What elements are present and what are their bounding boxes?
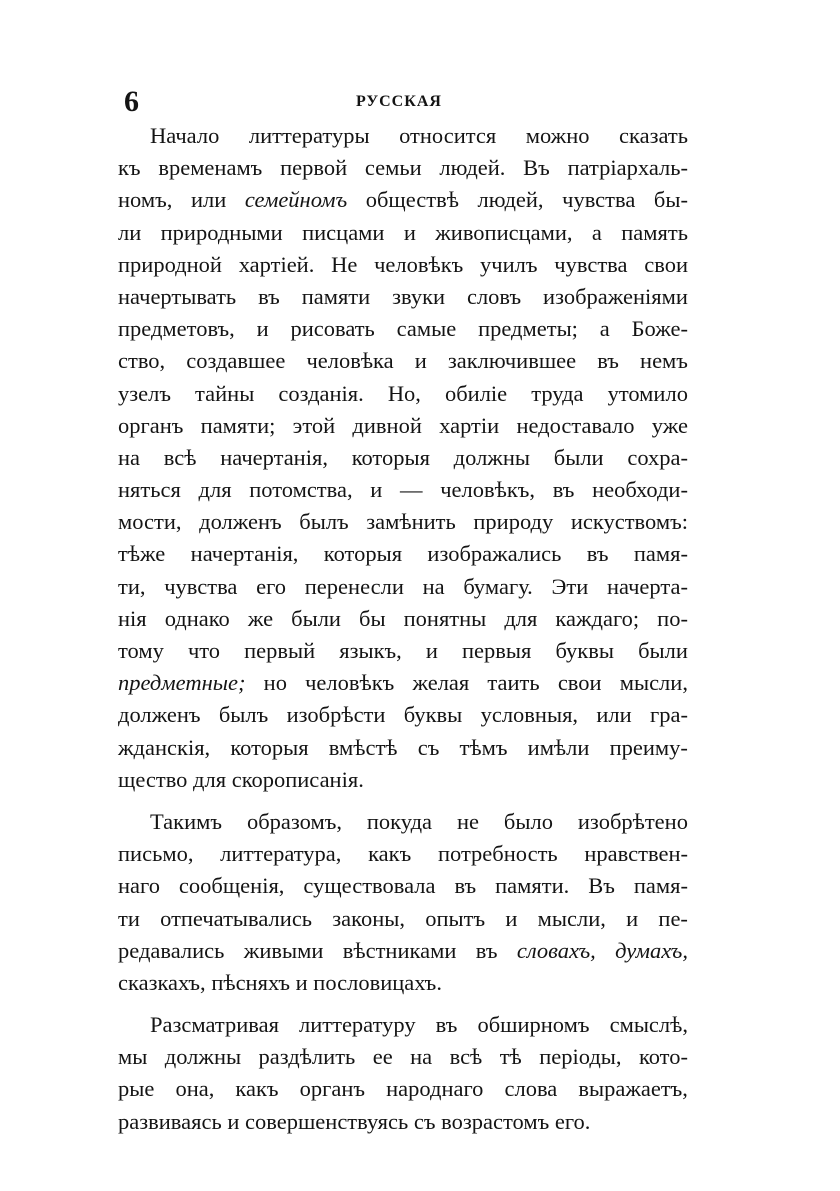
word: Начало [150,123,220,148]
word: вѣстниками [342,937,457,963]
word: ее [372,1044,393,1070]
word: скорописанія. [231,766,364,792]
word: обширномъ [477,1012,590,1038]
word: семьи [364,155,422,181]
word: чувства [554,251,628,277]
text-line [118,410,688,442]
word: нравствен- [584,841,688,867]
word: тайны [195,380,255,406]
word: таить [487,670,540,696]
word: литтературу [299,1012,416,1038]
word: памяти. [495,873,570,899]
word: мысли, [537,905,606,931]
text-line [118,967,688,999]
word: по- [657,605,688,631]
word: изображались [427,541,562,567]
word: Боже- [631,316,688,342]
text-line [118,1009,688,1041]
body-text [118,120,688,1138]
word: отпечатывались [160,905,313,931]
word: утомило [607,380,688,406]
word: начерта- [606,573,688,599]
word: органъ [299,1076,366,1102]
text-line [118,603,688,635]
word: языкъ, [339,638,402,663]
word: былъ [218,702,269,728]
word: хартіи [439,412,500,438]
word: пословицахъ. [313,969,442,995]
word: щество [118,766,188,792]
word: съ [417,734,440,760]
word: пе- [658,905,688,931]
word: жданскія, [118,734,211,760]
word: и [295,969,308,995]
word: въ [258,283,280,309]
word: къ [118,155,141,181]
word: этой [292,412,336,438]
word: людей, [477,187,544,213]
paragraph [118,1009,688,1138]
word: первыя [462,638,532,663]
word: созданія. [278,380,364,406]
word: природной [118,251,222,277]
word: училъ [480,251,538,277]
word: первый [244,638,316,663]
word: пѣсняхъ [211,969,290,995]
word: чувства [562,187,636,213]
word: Въ [588,873,615,899]
word: развиваясь [118,1108,222,1134]
word: обиліе [444,380,508,406]
word: которыя [230,734,309,760]
word: выражаетъ, [578,1076,688,1102]
word: недоставало [516,412,635,438]
word: въ [586,541,609,567]
word: однако [164,605,230,631]
word: мы [118,1044,148,1070]
word: природу [473,509,554,535]
word: были [553,444,604,470]
word: какъ [235,1076,279,1102]
word: номъ, [118,187,173,213]
word: въ [552,477,575,503]
word: потомства, [249,477,353,503]
word: были [291,605,341,631]
text-line [118,635,688,667]
word: которыя [323,541,403,567]
word: совершенствуясь [245,1108,409,1134]
text-line [118,667,688,699]
word: всѣ [163,444,197,470]
word: и [227,1108,240,1134]
word: Эти [551,573,589,599]
word: или [596,702,632,728]
word: природными [160,219,283,245]
paragraph [118,120,688,796]
text-line [118,699,688,731]
word: понятны [403,605,487,631]
word: дивной [352,412,422,438]
word: бумагу. [463,573,533,599]
word: предметы; [478,316,578,342]
word: памя- [633,873,688,899]
word: періоды, [539,1044,622,1070]
text-line [118,571,688,603]
word: создавшее [186,348,286,374]
word: начертанія, [220,444,328,470]
word: изображеніями [543,283,688,309]
text-line [118,313,688,345]
word: перенесли [304,573,404,599]
text-line [118,838,688,870]
word: не [456,808,479,834]
word: семейномъ [244,187,348,213]
text-line [118,281,688,313]
text-line [118,249,688,281]
word: думахъ, [615,937,688,963]
word: литтература, [220,841,342,867]
word: можно [525,123,590,148]
word: искуствомъ: [570,509,688,535]
word: словахъ, [516,937,596,963]
word: и [403,219,416,245]
word: законы, [332,905,405,931]
word: человѣка [306,348,394,374]
word: замѣнить [366,509,456,535]
word: а [591,219,602,245]
text-line [118,152,688,184]
word: для [193,766,227,792]
word: — [400,477,423,503]
word: мысли, [619,670,688,696]
word: всѣ [449,1044,483,1070]
word: живыми [243,937,324,963]
text-line [118,538,688,570]
word: немъ [640,348,688,374]
word: словъ [466,283,522,309]
word: каждаго; [555,605,640,631]
word: имѣли [527,734,590,760]
word: буквы [403,702,463,728]
word: ли [118,219,142,245]
text-line [118,378,688,410]
text-line [118,764,688,796]
word: изобрѣсти [286,702,386,728]
word: памя- [633,541,688,567]
text-line [118,442,688,474]
word: и [256,316,269,342]
word: долженъ [118,702,201,728]
word: въ [454,873,477,899]
word: слова [504,1076,558,1102]
word: сказкахъ, [118,969,206,995]
word: долженъ [199,509,282,535]
word: бы- [653,187,688,213]
word: уже [651,412,688,438]
word: для [198,477,232,503]
text-line [118,903,688,935]
word: должны [453,444,531,470]
word: бы [359,605,386,631]
word: временамъ [158,155,263,181]
word: вмѣстѣ [328,734,398,760]
word: на [118,444,141,470]
word: его [256,573,287,599]
word: въ [435,1012,458,1038]
word: заключившее [447,348,577,374]
word: условныя, [480,702,579,728]
text-line [118,1041,688,1073]
word: предметные; [118,670,246,696]
word: въ [475,937,498,963]
word: и [505,905,518,931]
word: раздѣлить [258,1044,356,1070]
word: человѣкъ [374,251,464,277]
word: звуки [392,283,446,309]
word: кото- [638,1044,688,1070]
word: съ [413,1108,436,1134]
word: какъ [368,841,412,867]
word: мости, [118,509,182,535]
text-line [118,345,688,377]
word: и [370,477,383,503]
word: писцами [302,219,385,245]
word: сказать [619,123,688,148]
text-line [118,732,688,764]
word: предметовъ, [118,316,235,342]
word: органъ [118,412,184,438]
word: памяти [301,283,371,309]
word: и [414,348,427,374]
word: рисовать [290,316,375,342]
word: Но, [387,380,421,406]
word: которыя [351,444,430,470]
word: редавались [118,937,225,963]
word: самые [396,316,457,342]
word: преиму- [609,734,688,760]
word: свои [557,670,602,696]
word: возрастомъ [441,1108,550,1134]
text-line [118,1106,688,1138]
word: гра- [650,702,688,728]
word: наго [118,873,160,899]
text-line [118,474,688,506]
word: необходи- [592,477,688,503]
text-line [118,806,688,838]
running-head: РУССКАЯ [356,93,442,110]
word: нія [118,605,147,631]
paragraph [118,806,688,999]
text-line [118,870,688,902]
word: но [263,670,287,696]
text-line [118,120,688,152]
word: на [410,1044,433,1070]
word: ти [118,905,140,931]
word: былъ [299,509,349,535]
word: его. [554,1108,591,1134]
word: для [504,605,538,631]
word: хартіей. [238,251,315,277]
text-line [118,935,688,967]
word: тѣмъ [459,734,508,760]
word: Разсматривая [150,1012,279,1038]
word: изобрѣтено [577,808,688,834]
word: образомъ, [246,808,342,834]
word: рые [118,1076,155,1102]
word: патріархаль- [567,155,688,181]
word: потребность [437,841,558,867]
word: или [190,187,227,213]
word: чувства [164,573,238,599]
word: на [422,573,445,599]
word: труда [531,380,584,406]
word: были [638,638,688,663]
word: должны [164,1044,242,1070]
word: покуда [366,808,433,834]
word: тѣже [118,541,166,567]
word: свои [644,251,688,277]
word: людей. [439,155,506,181]
text-line [118,506,688,538]
word: существовала [303,873,436,899]
word: желая [412,670,470,696]
word: няться [118,477,181,503]
word: ство, [118,348,166,374]
word: буквы [555,638,614,663]
word: народнаго [386,1076,484,1102]
word: письмо, [118,841,194,867]
word: же [247,605,274,631]
word: памяти; [200,412,276,438]
word: Такимъ [150,808,223,834]
word: узелъ [118,380,171,406]
text-line [118,1073,688,1105]
word: было [503,808,553,834]
word: память [621,219,688,245]
word: смыслѣ, [609,1012,688,1038]
word: она, [175,1076,215,1102]
word: начертанія, [190,541,299,567]
word: ти, [118,573,146,599]
word: человѣкъ, [440,477,536,503]
word: человѣкъ [305,670,395,696]
word: начертывать [118,283,237,309]
word: Не [331,251,358,277]
text-line [118,184,688,216]
word: сохра- [627,444,688,470]
word: тому [118,638,164,663]
word: опытъ [425,905,486,931]
word: тѣ [499,1044,522,1070]
word: въ [597,348,619,374]
word: и [425,638,438,663]
word: первой [280,155,348,181]
word: относится [399,123,497,148]
text-line [118,217,688,249]
word: живописцами, [435,219,573,245]
word: и [626,905,639,931]
word: а [599,316,610,342]
word: что [187,638,221,663]
word: обществѣ [365,187,459,213]
word: сообщенія, [178,873,285,899]
page-number: 6 [124,85,139,118]
word: литтературы [248,123,370,148]
word: Въ [523,155,550,181]
